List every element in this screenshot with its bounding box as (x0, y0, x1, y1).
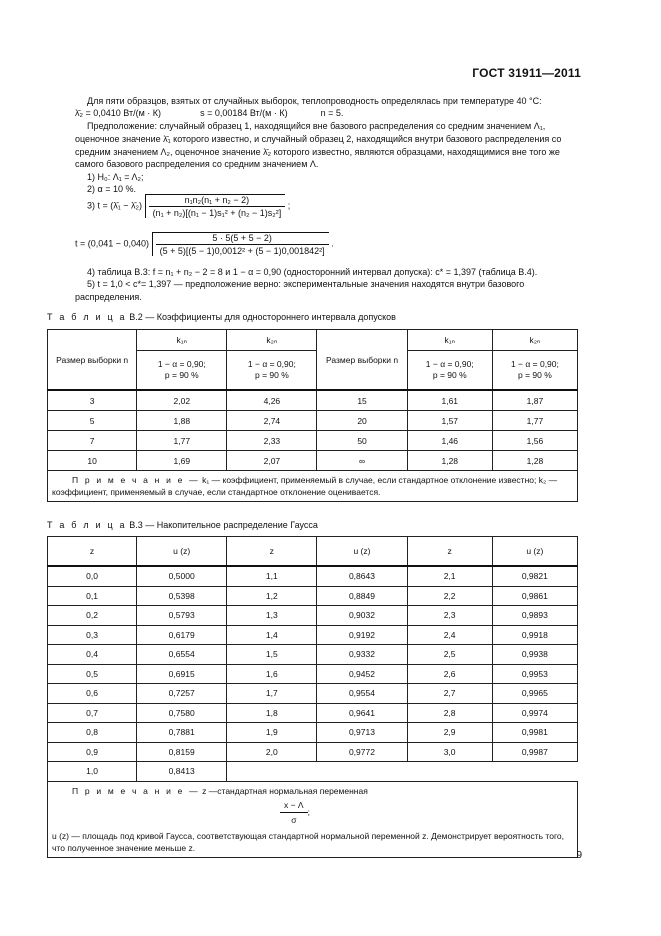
cell: 0,4 (48, 645, 137, 665)
cell: 0,9918 (492, 625, 577, 645)
header-z: z (227, 537, 317, 567)
table-b3-body (48, 566, 578, 781)
cell: 5 (48, 411, 137, 431)
cell: 0,9554 (317, 684, 407, 704)
table-b2 (47, 329, 578, 502)
formula-t-numeric (75, 232, 334, 256)
table-row (48, 606, 578, 626)
cell: 0,8159 (137, 742, 227, 762)
step-2: 2) α = 10 %. (87, 184, 136, 194)
table-b2-k1-header2: k₁ₙ (407, 330, 492, 351)
table-row (48, 586, 578, 606)
cell: 2,2 (407, 586, 492, 606)
header-z: z (407, 537, 492, 567)
cell: 1,56 (492, 431, 577, 451)
cell: 1,28 (407, 451, 492, 471)
cell: 0,9332 (317, 645, 407, 665)
n-value: n = 5. (320, 108, 344, 118)
note-num: x − Λ (280, 799, 308, 813)
cell: 2,4 (407, 625, 492, 645)
cell: 0,1 (48, 586, 137, 606)
p-val: p = 90 % (254, 370, 289, 380)
intro-text: Для пяти образцов, взятых от случайных выборок, теплопроводность определялась при температуре 40 °С: (87, 96, 542, 106)
cell: 2,1 (407, 566, 492, 586)
table-b2-caption-prefix: Т а б л и ц а (47, 312, 127, 322)
cell: 0,5000 (137, 566, 227, 586)
cell: 0,6554 (137, 645, 227, 665)
note-fraction (280, 799, 308, 826)
step-5: 5) t = 1,0 < c*= 1,397 — предположение верно: экспериментальные значения находятся внутри базового распределения. (75, 279, 525, 302)
assumption-text: Предположение: случайный образец 1, находящийся вне базового распределения со средним значением Λ₁, оценочное значение λ̄₁ которого известно, и случайный образец 2, находящийся внутри базового распределения со средним значением Λ₂, оценочное значение λ̄₂ которого известно, являются образцами, находящимися вне того же самого базового распределения со средним значением Λ. (75, 121, 562, 170)
cell: 0,2 (48, 606, 137, 626)
table-row (48, 742, 578, 762)
step-4: 4) таблица В.3: f = n₁ + n₂ − 2 = 8 и 1 − α = 0,90 (односторонний интервал допуска): c* = 1,397 (таблица В.4). (87, 267, 538, 277)
cell: 1,46 (407, 431, 492, 451)
cell: 4,26 (227, 390, 317, 411)
note-formula (52, 799, 573, 826)
formula-tn-denominator: (5 + 5)[(5 − 1)0,0012² + (5 − 1)0,001842²] (159, 246, 325, 256)
document-header-id: ГОСТ 31911—2011 (472, 66, 581, 80)
cell: 2,8 (407, 703, 492, 723)
cell: 2,5 (407, 645, 492, 665)
assumption-paragraph (75, 120, 581, 171)
cell: 1,28 (492, 451, 577, 471)
cell: 0,9974 (492, 703, 577, 723)
cell: 0,8413 (137, 762, 227, 782)
cond: 1 − α = 0,90; (247, 359, 296, 369)
table-row (48, 762, 578, 782)
note-text: k₁ — коэффициент, применяемый в случае, если стандартное отклонение известно; k₂ — коэффициент, применяемый в случае, если стандартное отклонение оценивается. (52, 475, 558, 497)
table-row (48, 411, 578, 431)
formula-t-numerator: n₁n₂(n₁ + n₂ − 2) (149, 195, 286, 207)
table-b3 (47, 536, 578, 858)
table-b3-caption (47, 520, 318, 530)
cell: 0,5 (48, 664, 137, 684)
cell: 1,87 (492, 390, 577, 411)
table-b3-note (48, 781, 578, 857)
cell: 20 (317, 411, 407, 431)
cell: 50 (317, 431, 407, 451)
formula-tn-fraction (156, 233, 329, 256)
cell: 0,6 (48, 684, 137, 704)
cell: 0,5398 (137, 586, 227, 606)
cell: 1,5 (227, 645, 317, 665)
intro-paragraph (75, 95, 581, 108)
cell: 1,0 (48, 762, 137, 782)
note-line-1 (52, 785, 573, 797)
cell: 1,77 (492, 411, 577, 431)
cell: 2,74 (227, 411, 317, 431)
cond: 1 − α = 0,90; (157, 359, 206, 369)
cell: 2,9 (407, 723, 492, 743)
header-uz: u (z) (317, 537, 407, 567)
note-den: σ (291, 814, 297, 825)
s-value: s = 0,00184 Вт/(м · К) (200, 108, 288, 118)
table-row (48, 566, 578, 586)
table-row (48, 684, 578, 704)
cell: 0,9713 (317, 723, 407, 743)
cell: 2,3 (407, 606, 492, 626)
cell: 2,33 (227, 431, 317, 451)
table-b3-caption-prefix: Т а б л и ц а (47, 520, 127, 530)
table-b2-cond-cell (407, 351, 492, 391)
cell: 0,7 (48, 703, 137, 723)
empty-cell (227, 762, 578, 782)
cell: ∞ (317, 451, 407, 471)
cell: 0,9821 (492, 566, 577, 586)
note-prefix: П р и м е ч а н и е — (72, 785, 200, 796)
cell: 0,9452 (317, 664, 407, 684)
cell: 1,57 (407, 411, 492, 431)
table-b2-cond-cell (227, 351, 317, 391)
table-row (48, 625, 578, 645)
note-u: u (z) — площадь под кривой Гаусса, соответствующая стандартной нормальной переменной z. Демонстрирует вероятность того, что полученное значение меньше z. (52, 830, 564, 853)
cell: 0,9893 (492, 606, 577, 626)
cell: 1,3 (227, 606, 317, 626)
table-b3-caption-text: В.3 — Накопительное распределение Гаусса (126, 520, 318, 530)
header-z: z (48, 537, 137, 567)
table-b2-caption-text: В.2 — Коэффициенты для одностороннего интервала допусков (126, 312, 396, 322)
cell: 10 (48, 451, 137, 471)
table-b2-k2-header2: k₂ₙ (492, 330, 577, 351)
cell: 7 (48, 431, 137, 451)
formula-t-fraction (149, 195, 286, 218)
cell: 2,07 (227, 451, 317, 471)
measured-values (75, 107, 581, 120)
note-end: ; (307, 806, 310, 817)
cell: 1,77 (137, 431, 227, 451)
cell: 0,9965 (492, 684, 577, 704)
table-b2-k2-header: k₂ₙ (227, 330, 317, 351)
cell: 0,8643 (317, 566, 407, 586)
cell: 0,9192 (317, 625, 407, 645)
cell: 1,2 (227, 586, 317, 606)
cell: 1,61 (407, 390, 492, 411)
sqrt-sign (152, 232, 329, 256)
cell: 1,69 (137, 451, 227, 471)
cell: 0,7257 (137, 684, 227, 704)
page-number: 9 (576, 850, 582, 861)
cell: 0,0 (48, 566, 137, 586)
cell: 0,9641 (317, 703, 407, 723)
table-row (48, 451, 578, 471)
note-z: z —стандартная нормальная переменная (199, 785, 368, 796)
cell: 0,9938 (492, 645, 577, 665)
table-b2-col-n2: Размер выборки n (317, 330, 407, 391)
cell: 2,0 (227, 742, 317, 762)
lambda2-value: λ̄₂ = 0,0410 Вт/(м · К) (75, 108, 162, 118)
table-row (48, 645, 578, 665)
p-val: p = 90 % (432, 370, 467, 380)
note-prefix: П р и м е ч а н и е — (72, 475, 200, 485)
cell: 1,9 (227, 723, 317, 743)
table-b2-caption (47, 312, 396, 322)
table-row (48, 664, 578, 684)
cell: 3,0 (407, 742, 492, 762)
header-uz: u (z) (492, 537, 577, 567)
cell: 0,3 (48, 625, 137, 645)
p-val: p = 90 % (518, 370, 552, 380)
sqrt-sign (145, 194, 286, 218)
formula-tn-lhs: t = (0,041 − 0,040) (75, 238, 150, 249)
table-row (48, 723, 578, 743)
cell: 1,8 (227, 703, 317, 723)
cell: 0,7881 (137, 723, 227, 743)
formula-t-general (87, 194, 290, 218)
formula-t-lhs: 3) t = (λ̄₁ − λ̄₂) (87, 200, 143, 211)
cell: 0,9953 (492, 664, 577, 684)
cell: 15 (317, 390, 407, 411)
cell: 0,9987 (492, 742, 577, 762)
cell: 0,8 (48, 723, 137, 743)
cell: 1,7 (227, 684, 317, 704)
cell: 0,5793 (137, 606, 227, 626)
cell: 2,6 (407, 664, 492, 684)
cell: 0,9772 (317, 742, 407, 762)
table-row (48, 703, 578, 723)
cell: 0,7580 (137, 703, 227, 723)
formula-tn-end: . (331, 238, 334, 249)
formula-t-end: ; (287, 200, 291, 211)
table-b2-col-n: Размер выборки n (48, 330, 137, 391)
cell: 0,6179 (137, 625, 227, 645)
table-b2-cond-cell (137, 351, 227, 391)
p-val: p = 90 % (164, 370, 199, 380)
cell: 0,9861 (492, 586, 577, 606)
cell: 0,6915 (137, 664, 227, 684)
formula-tn-numerator: 5 · 5(5 + 5 − 2) (156, 233, 329, 245)
cell: 3 (48, 390, 137, 411)
cond: 1 − α = 0,90; (510, 359, 559, 369)
cell: 1,4 (227, 625, 317, 645)
cell: 1,6 (227, 664, 317, 684)
step-1: 1) H₀: Λ₁ = Λ₂; (87, 172, 144, 182)
table-b2-cond-cell (492, 351, 577, 391)
cell: 1,1 (227, 566, 317, 586)
cell: 0,8849 (317, 586, 407, 606)
cell: 0,9 (48, 742, 137, 762)
formula-t-denominator: (n₁ + n₂)[(n₁ − 1)s₁² + (n₂ − 1)s₂²] (152, 208, 282, 218)
cell: 2,02 (137, 390, 227, 411)
header-uz: u (z) (137, 537, 227, 567)
table-row (48, 390, 578, 411)
cond: 1 − α = 0,90; (425, 359, 474, 369)
cell: 0,9032 (317, 606, 407, 626)
table-b2-note (48, 471, 578, 502)
table-b2-k1-header: k₁ₙ (137, 330, 227, 351)
cell: 0,9981 (492, 723, 577, 743)
cell: 2,7 (407, 684, 492, 704)
table-row (48, 431, 578, 451)
cell: 1,88 (137, 411, 227, 431)
